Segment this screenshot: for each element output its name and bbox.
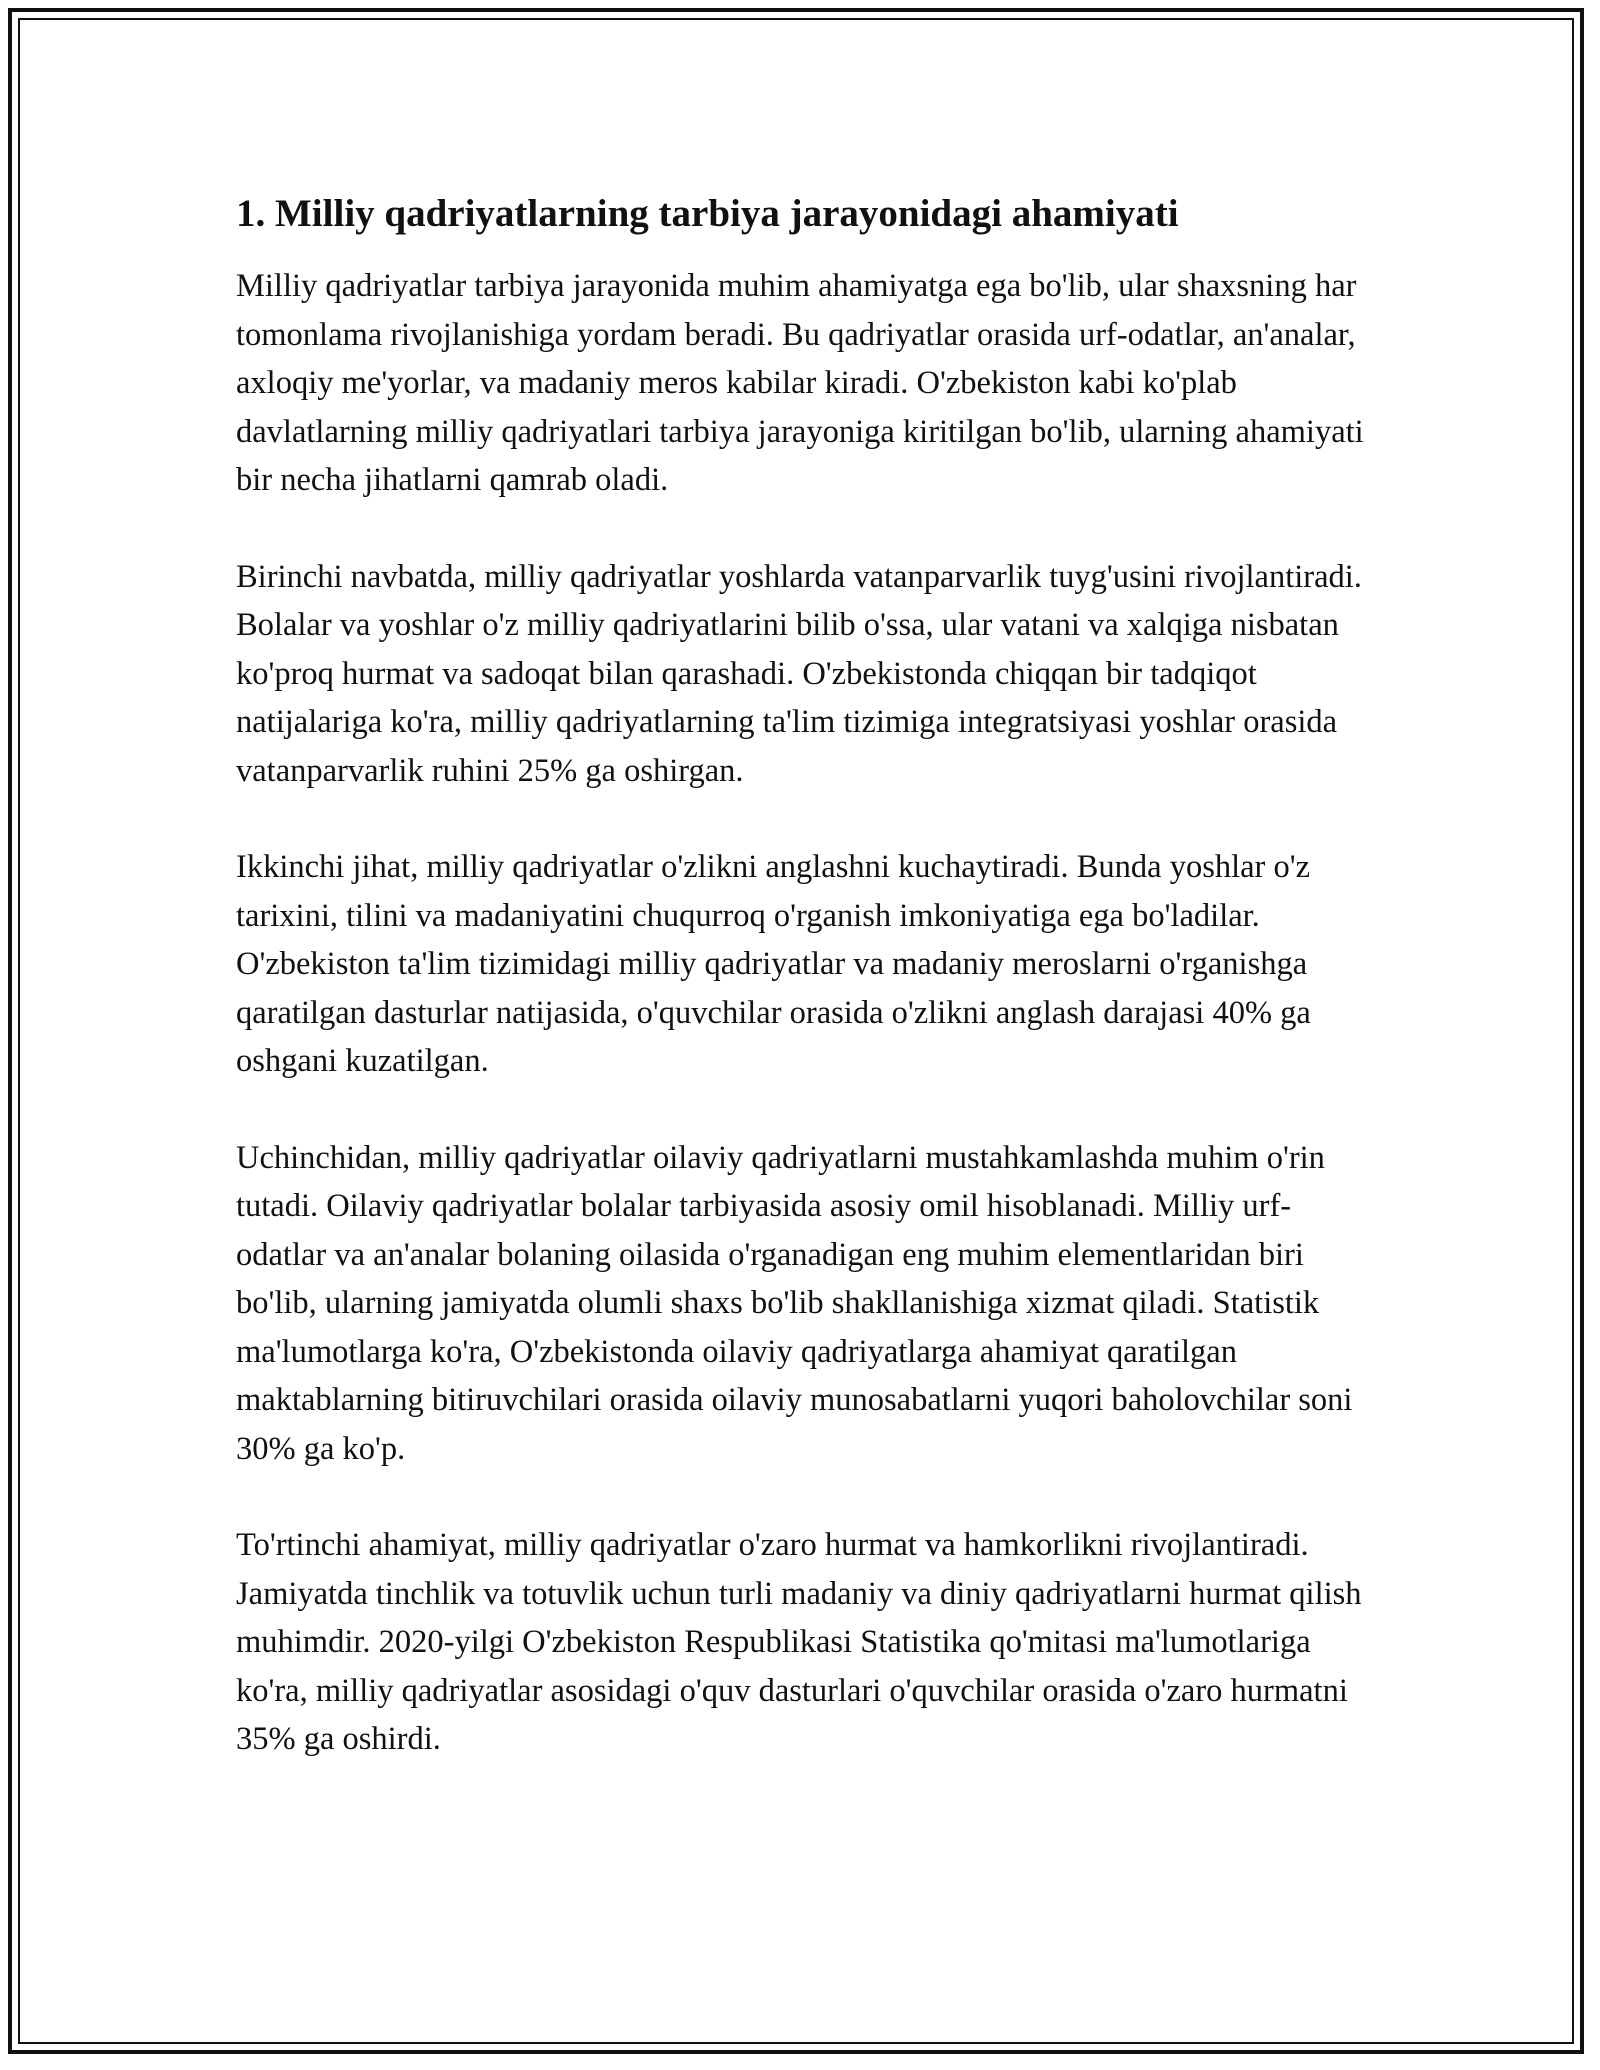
document-body: [236, 184, 1376, 1764]
paragraph-intro: Milliy qadriyatlar tarbiya jarayonida muhim ahamiyatga ega bo'lib, ular shaxsning har tomonlama rivojlanishiga yordam beradi. Bu qadriyatlar orasida urf-odatlar, an'analar, axloqiy me'yorlar, va madaniy meros kabilar kiradi. O'zbekiston kabi ko'plab davlatlarning milliy qadriyatlari tarbiya jarayoniga kiritilgan bo'lib, ularning ahamiyati bir necha jihatlarni qamrab oladi.: [236, 268, 1364, 498]
paragraph-first-point: Birinchi navbatda, milliy qadriyatlar yoshlarda vatanparvarlik tuyg'usini rivojlantiradi. Bolalar va yoshlar o'z milliy qadriyatlarini bilib o'ssa, ular vatani va xalqiga nisbatan ko'proq hurmat va sadoqat bilan qarashadi. O'zbekistonda chiqqan bir tadqiqot natijalariga ko'ra, milliy qadriyatlarning ta'lim tizimiga integratsiyasi yoshlar orasida vatanparvarlik ruhini 25% ga oshirgan.: [236, 558, 1362, 789]
paragraph-fourth-point: To'rtinchi ahamiyat, milliy qadriyatlar o'zaro hurmat va hamkorlikni rivojlantiradi. Jamiyatda tinchlik va totuvlik uchun turli madaniy va diniy qadriyatlarni hurmat qilish muhimdir. 2020-yilgi O'zbekiston Respublikasi Statistika qo'mitasi ma'lumotlariga ko'ra, milliy qadriyatlar asosidagi o'quv dasturlari o'quvchilar orasida o'zaro hurmatni 35% ga oshirdi.: [236, 1527, 1362, 1757]
section-heading: 1. Milliy qadriyatlarning tarbiya jarayonidagi ahamiyati: [236, 192, 1179, 235]
paragraph-third-point: Uchinchidan, milliy qadriyatlar oilaviy qadriyatlarni mustahkamlashda muhim o'rin tutadi. Oilaviy qadriyatlar bolalar tarbiyasida asosiy omil hisoblanadi. Milliy urf-odatlar va an'analar bolaning oilasida o'rganadigan eng muhim elementlaridan biri bo'lib, ularning jamiyatda olumli shaxs bo'lib shakllanishiga xizmat qiladi. Statistik ma'lumotlarga ko'ra, O'zbekistonda oilaviy qadriyatlarga ahamiyat qaratilgan maktablarning bitiruvchilari orasida oilaviy munosabatlarni yuqori baholovchilar soni 30% ga ko'p.: [236, 1139, 1353, 1467]
paragraph-second-point: Ikkinchi jihat, milliy qadriyatlar o'zlikni anglashni kuchaytiradi. Bunda yoshlar o'z tarixini, tilini va madaniyatini chuqurroq o'rganish imkoniyatiga ega bo'ladilar. O'zbekiston ta'lim tizimidagi milliy qadriyatlar va madaniy meroslarni o'rganishga qaratilgan dasturlar natijasida, o'quvchilar orasida o'zlikni anglash darajasi 40% ga oshgani kuzatilgan.: [236, 849, 1311, 1079]
